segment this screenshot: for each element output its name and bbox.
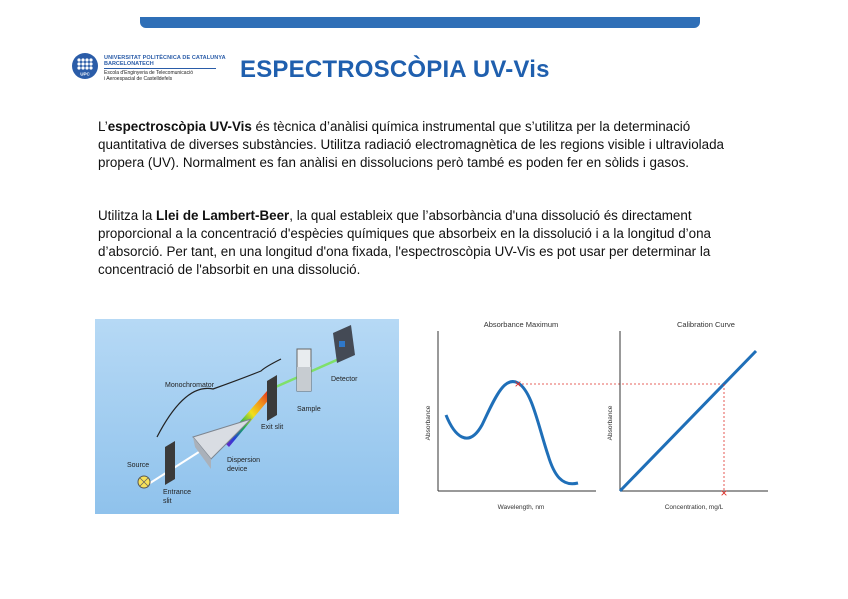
header-bar [140,17,700,28]
upc-dots-logo-icon [72,53,98,79]
page-title: ESPECTROSCÒPIA UV-Vis [240,56,550,83]
intro-paragraph [98,118,758,172]
left-chart-title: Absorbance Maximum [483,320,559,329]
lb-bold-term: Llei de Lambert-Beer [156,208,290,223]
absorbance-max-marker: × [514,377,522,391]
label-exit-slit: Exit slit [261,424,284,431]
university-logo [72,53,226,83]
label-sample: Sample [297,406,321,413]
logo-university-name: UNIVERSITAT POLITÈCNICA DE CATALUNYA [104,55,226,61]
logo-school-line2: i Aeroespacial de Castelldefels [104,76,173,82]
label-entrance-1: Entrance [163,489,192,496]
intro-bold-term: espectroscòpia UV-Vis [107,119,252,134]
exit-slit-icon [267,375,277,421]
right-chart-title: Calibration Curve [677,320,735,329]
label-dispersion-1: Dispersion [227,457,261,464]
intro-body: és tècnica d’anàlisi química instrumental que s’utilitza per la determinació quantitativa de diverses substàncies. Utilitza radiació electromagnètica de les regions visible i ultraviolada propera (UV). Normalment es fan anàlisi en dissolucions però també es poden fer en sòlids i gasos. [98,119,724,170]
detector-window [339,341,345,347]
lb-body: , la qual estableix que l’absorbància d'una dissolució és directament proporcional a la concentració d'espècies químiques que absorbeix en la dissolució i a la longitud d’ona d’absorció. Per tant, en una longitud d'ona fixada, l'espectroscòpia UV-Vis es pot usar per determinar la concentració de l'absorbit en una dissolució. [98,208,711,277]
logo-divider [104,68,216,69]
cuvette-liquid [297,367,311,391]
left-y-label: Absorbance [425,405,432,441]
concentration-marker: × [720,486,728,500]
label-dispersion-2: device [227,466,248,473]
absorbance-spectrum-curve [446,381,578,483]
label-entrance-2: slit [163,498,172,505]
left-x-label: Wavelength, nm [497,504,545,511]
intro-pre: L’ [98,119,108,134]
label-source: Source [127,462,150,469]
logo-barcelonatech: BARCELONATECH [104,61,154,67]
right-x-label: Concentration, mg/L [664,504,724,511]
label-monochromator: Monochromator [165,382,215,389]
lambert-beer-paragraph [98,207,758,279]
label-detector: Detector [331,376,358,383]
right-y-label: Absorbance [607,405,614,441]
logo-school-line1: Escola d'Enginyeria de Telecomunicació [104,70,193,76]
spectrophotometer-diagram [95,319,399,514]
lb-pre: Utilitza la [98,208,157,223]
entrance-slit-icon [165,441,175,485]
logo-mark-text: UPC [80,71,90,77]
calibration-line [620,351,756,491]
absorbance-charts [424,315,774,515]
